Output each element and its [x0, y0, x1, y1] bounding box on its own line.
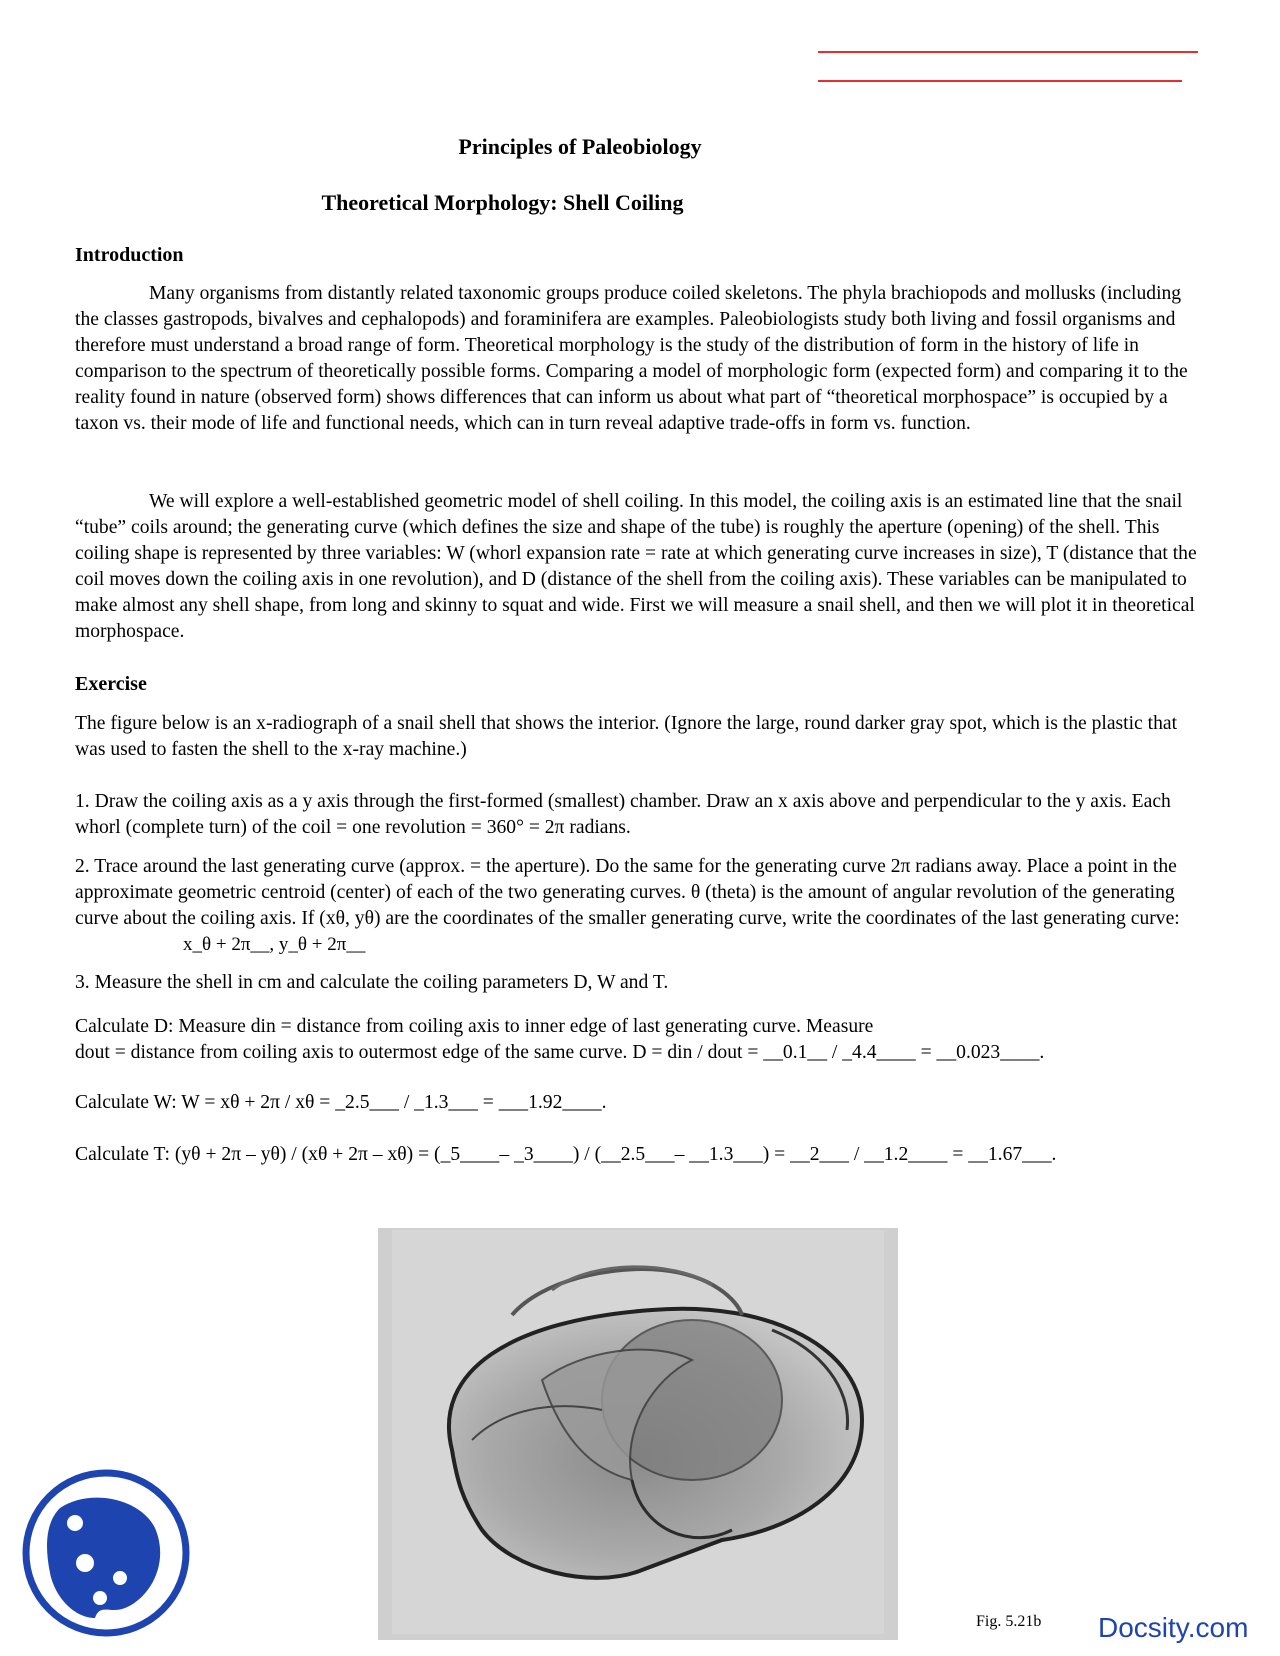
calculate-w-text: Calculate W: W = xθ + 2π / xθ = _2.5___ / _1.3___ = ___1.92____. — [75, 1092, 607, 1113]
document-title: Principles of Paleobiology — [458, 134, 702, 159]
step-3 — [75, 970, 1200, 996]
shell-radiograph-image — [392, 1230, 884, 1634]
calculate-d — [75, 1014, 1200, 1066]
calculate-t — [75, 1142, 1200, 1168]
calculate-d-line-2: dout = distance from coiling axis to outermost edge of the same curve. D = din / dout = __0.1__ / _4.4____ = __0.023____. — [75, 1042, 1045, 1063]
intro-paragraph-1: Many organisms from distantly related taxonomic groups produce coiled skeletons. The phyla brachiopods and mollusks (including the classes gastropods, bivalves and cephalopods) and foraminifera are examples. Paleobiologists study both living and fossil organisms and therefore must understand a broad range of form. Theoretical morphology is the study of the distribution of form in the history of life in comparison to the spectrum of theoretically possible forms. Comparing a model of morphologic form (expected form) and comparing it to the reality found in nature (observed form) shows differences that can inform us about what part of “theoretical morphospace” is occupied by a taxon vs. their mode of life and functional needs, which can in turn reveal adaptive trade-offs in form vs. function. — [75, 283, 1188, 434]
introduction-body-2 — [75, 489, 1200, 645]
shell-radiograph-figure — [378, 1228, 898, 1640]
exercise-intro — [75, 711, 1200, 763]
snail-shell-illustration — [392, 1230, 884, 1634]
exercise-paragraph: The figure below is an x-radiograph of a snail shell that shows the interior. (Ignore the large, round darker gray spot, which is the plastic that was used to fasten the shell to the x-ray machine.) — [75, 713, 1178, 760]
figure-caption: Fig. 5.21b — [976, 1613, 1042, 1630]
introduction-heading: Introduction — [75, 244, 184, 266]
red-line-top — [818, 51, 1198, 53]
introduction-body — [75, 281, 1200, 437]
calculate-d-line-1: Calculate D: Measure din = distance from coiling axis to inner edge of last generating curve. Measure — [75, 1016, 874, 1037]
document-subtitle: Theoretical Morphology: Shell Coiling — [321, 190, 684, 215]
step-1-text: 1. Draw the coiling axis as a y axis through the first-formed (smallest) chamber. Draw an x axis above and perpendicular to the y axis. Each whorl (complete turn) of the coil = one revolution = 360° = 2π radians. — [75, 791, 1171, 838]
docsity-watermark[interactable]: Docsity.com — [1098, 1612, 1249, 1643]
calculate-t-text: Calculate T: (yθ + 2π – yθ) / (xθ + 2π – xθ) = (_5____– _3____) / (__2.5___– __1.3___) = __2___ / __1.2____ = __1.67___. — [75, 1144, 1057, 1165]
step-1 — [75, 789, 1200, 841]
step-2-coordinates: x_θ + 2π__, y_θ + 2π__ — [183, 934, 366, 955]
step-2 — [75, 854, 1200, 958]
intro-paragraph-2: We will explore a well-established geometric model of shell coiling. In this model, the coiling axis is an estimated line that the snail “tube” coils around; the generating curve (which defines the size and shape of the tube) is roughly the aperture (opening) of the shell. This coiling shape is represented by three variables: W (whorl expansion rate = rate at which generating curve increases in size), T (distance that the coil moves down the coiling axis in one revolution), and D (distance of the shell from the coiling axis). These variables can be manipulated to make almost any shell shape, from long and skinny to squat and wide. First we will measure a snail shell, and then we will plot it in theoretical morphospace. — [75, 491, 1197, 642]
exercise-heading: Exercise — [75, 673, 147, 695]
docsity-logo-icon — [20, 1468, 192, 1638]
step-2-text: 2. Trace around the last generating curve (approx. = the aperture). Do the same for the generating curve 2π radians away. Place a point in the approximate geometric centroid (center) of each of the two generating curves. θ (theta) is the amount of angular revolution of the generating curve about the coiling axis. If (xθ, yθ) are the coordinates of the smaller generating curve, write the coordinates of the last generating curve: — [75, 856, 1180, 929]
step-3-text: 3. Measure the shell in cm and calculate the coiling parameters D, W and T. — [75, 972, 669, 993]
calculate-w — [75, 1090, 1200, 1116]
red-line-bottom — [818, 80, 1182, 82]
